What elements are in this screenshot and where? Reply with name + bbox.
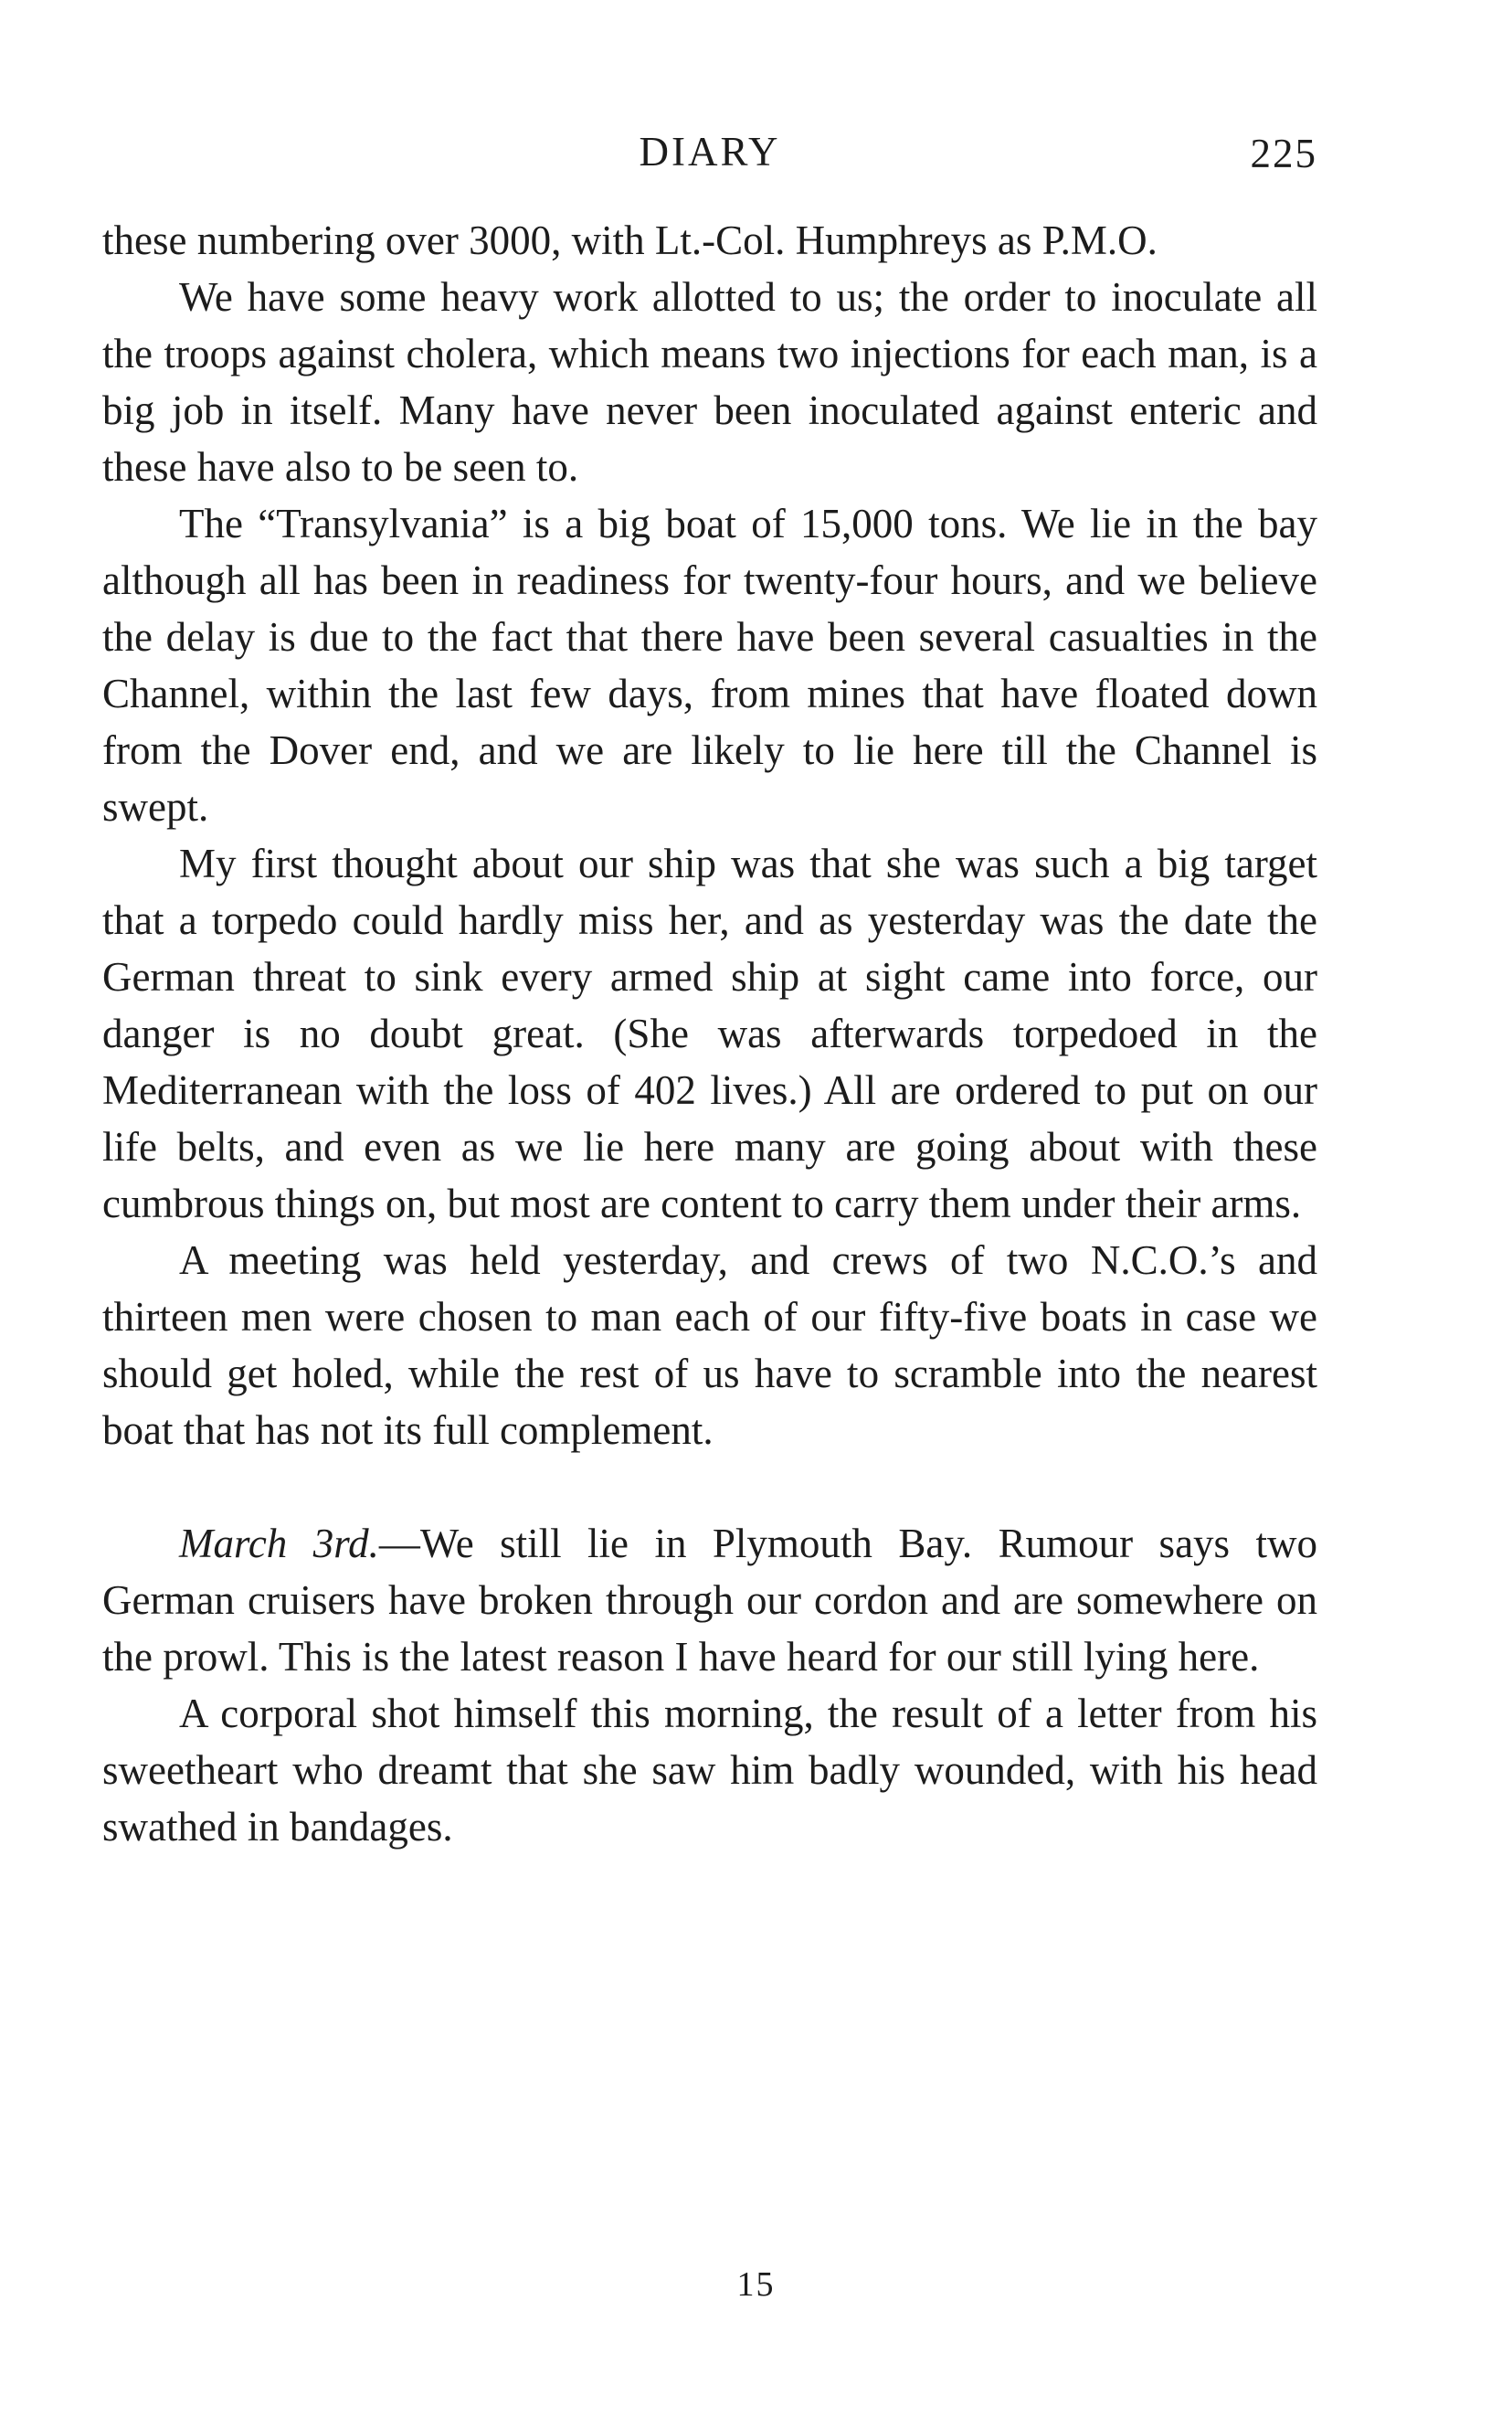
page-number: 225 [1250, 131, 1317, 176]
entry-dash: — [378, 1521, 420, 1566]
entry-date: March 3rd. [179, 1521, 379, 1566]
entry-text: We still lie in Plymouth Bay. Rumour says two German cruisers have broken through our cordon and are somewhere on the prowl. This is the latest reason I have heard for our still lying here. [102, 1521, 1317, 1680]
running-title: DIARY [639, 129, 781, 175]
body-text [102, 212, 1317, 1855]
paragraph-boat-crews: A meeting was held yesterday, and crews of two N.C.O.’s and thirteen men were chosen to man each of our fifty-five boats in case we should get holed, while the rest of us have to scramble into the nearest boat that has not its full complement. [102, 1237, 1317, 1453]
diary-entry-march-3 [102, 1515, 1317, 1685]
paragraph-transylvania: The “Transylvania” is a big boat of 15,000 tons. We lie in the bay although all has been in readiness for twenty-four hours, and we believe the delay is due to the fact that there have been several casualties in the Channel, within the last few days, from mines that have floated down from the Dover end, and we are likely to lie here till the Channel is swept. [102, 501, 1317, 830]
signature-mark: 15 [736, 2265, 776, 2304]
paragraph-torpedo: My first thought about our ship was that she was such a big target that a torpedo could hardly miss her, and as yesterday was the date the German threat to sink every armed ship at sight came into force, our danger is no doubt great. (She was afterwards torpedoed in the Mediterranean with the loss of 402 lives.) All are ordered to put on our life belts, and even as we lie here many are going about with these cumbrous things on, but most are content to carry them under their arms. [102, 841, 1317, 1226]
paragraph-inoculation: We have some heavy work allotted to us; the order to inoculate all the troops against cholera, which means two injections for each man, is a big job in itself. Many have never been inoculated against enteric and these have also to be seen to. [102, 274, 1317, 490]
running-head [102, 128, 1317, 183]
paragraph-corporal: A corporal shot himself this morning, the result of a letter from his sweetheart who dreamt that she saw him badly wounded, with his head swathed in bandages. [102, 1691, 1317, 1850]
paragraph-continuation: these numbering over 3000, with Lt.-Col. Humphreys as P.M.O. [102, 217, 1158, 263]
